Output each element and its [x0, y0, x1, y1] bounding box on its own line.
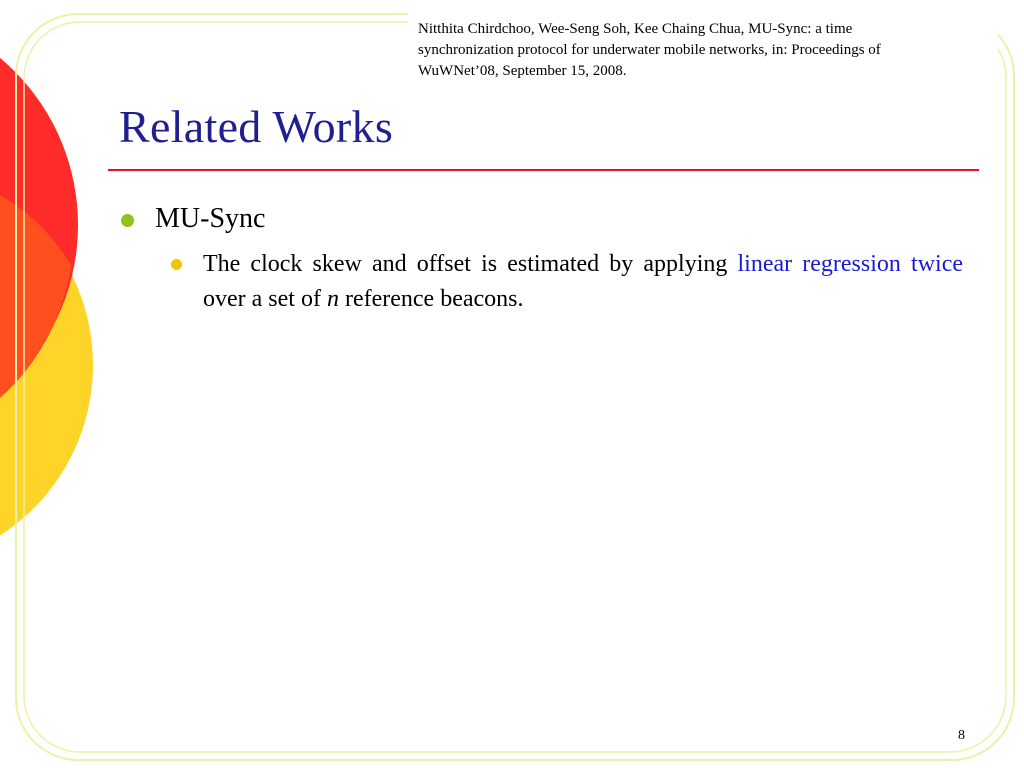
citation-line: WuWNet’08, September 15, 2008. [418, 63, 627, 79]
variable-n: n [326, 286, 339, 312]
highlighted-term: linear regression twice [737, 251, 963, 277]
sub-bullet-text-part: over a set of [203, 286, 327, 312]
slide-title: Related Works [119, 101, 394, 152]
citation-line: synchronization protocol for underwater mobile networks, in: Proceedings of [418, 42, 881, 58]
title-divider [108, 169, 979, 171]
bullet-item [121, 203, 265, 235]
sub-bullet-dot-icon [171, 259, 182, 270]
bullet-text: MU-Sync [155, 203, 266, 234]
sub-bullet-text-part: The clock skew and offset is estimated by applying [203, 251, 738, 277]
bullet-dot-icon [121, 214, 134, 227]
sub-bullet-item [171, 247, 963, 317]
citation-line: Nitthita Chirdchoo, Wee-Seng Soh, Kee Chaing Chua, MU-Sync: a time [418, 21, 853, 37]
sub-bullet-text-part: reference beacons. [338, 286, 524, 312]
sub-bullet-text [203, 247, 963, 317]
page-number: 8 [958, 728, 965, 743]
citation-note [418, 19, 978, 82]
